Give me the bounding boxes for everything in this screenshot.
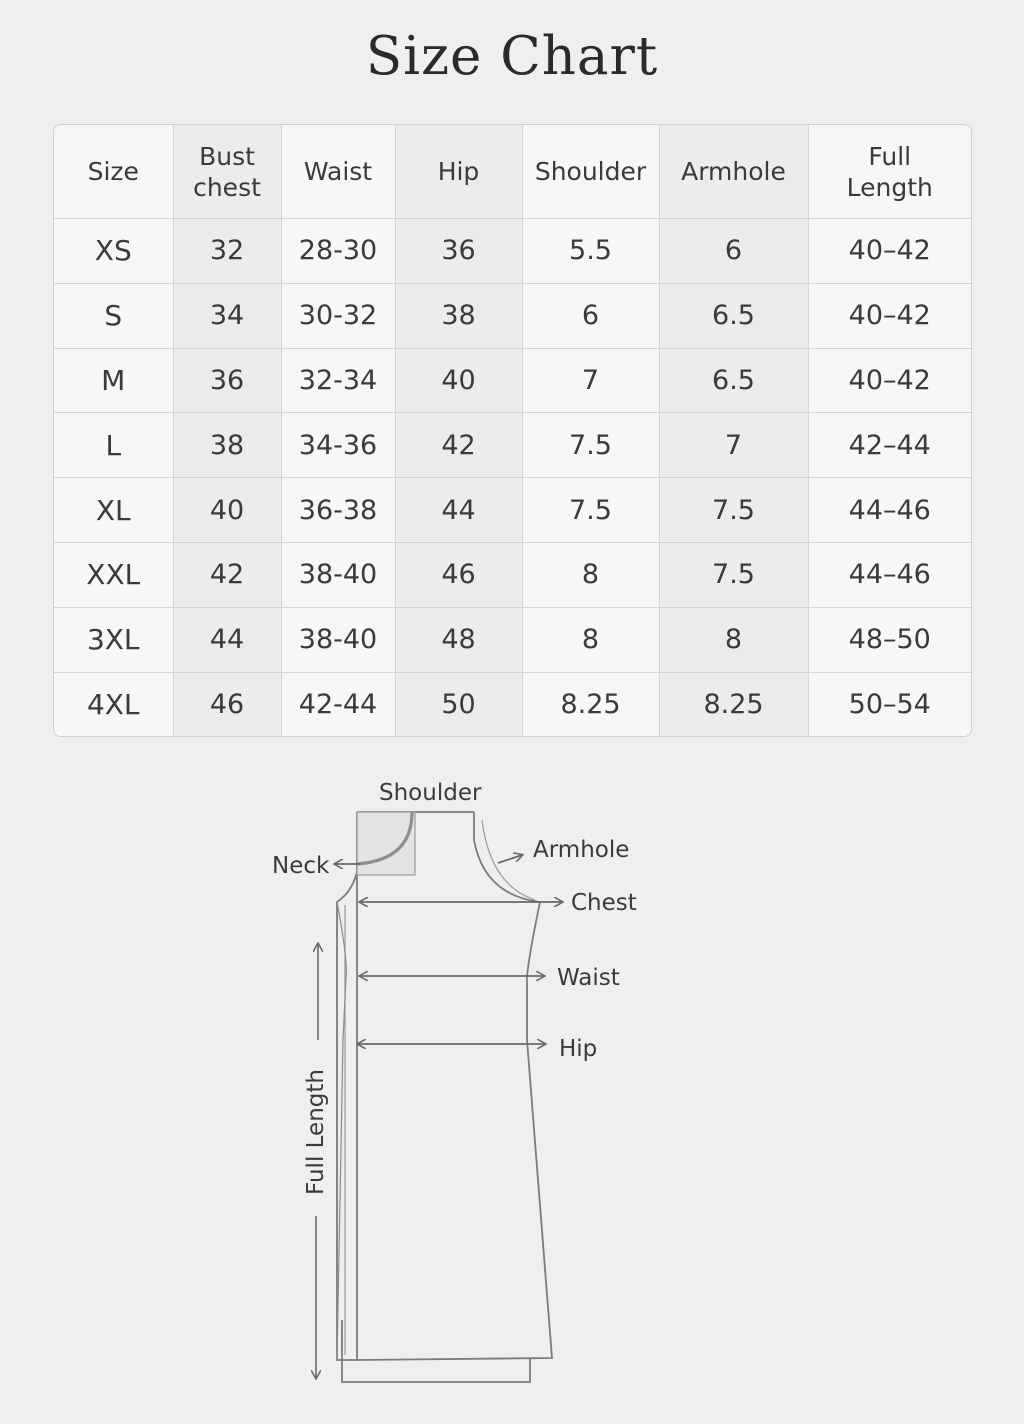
hip-label: Hip xyxy=(559,1036,598,1062)
size-table xyxy=(53,124,972,737)
measurement-cell: 42-44 xyxy=(281,672,395,736)
garment-diagram xyxy=(0,760,1024,1400)
measurement-cell: 30-32 xyxy=(281,283,395,348)
table-row xyxy=(54,413,971,478)
measurement-cell: 50 xyxy=(395,672,522,736)
measurement-cell: 6 xyxy=(522,283,659,348)
measurement-cell: 36 xyxy=(173,348,281,413)
shoulder-label: Shoulder xyxy=(379,780,482,806)
measurement-cell: 50–54 xyxy=(808,672,971,736)
measurement-cell: 7.5 xyxy=(522,478,659,543)
measurement-cell: 8.25 xyxy=(522,672,659,736)
page-title: Size Chart xyxy=(365,26,659,87)
measurement-cell: 40 xyxy=(173,478,281,543)
measurement-cell: 5.5 xyxy=(522,219,659,284)
table-row xyxy=(54,478,971,543)
measurement-cell: 46 xyxy=(173,672,281,736)
size-cell: XS xyxy=(54,219,173,284)
measurement-cell: 44 xyxy=(173,607,281,672)
measurement-cell: 48–50 xyxy=(808,607,971,672)
measurement-cell: 7 xyxy=(522,348,659,413)
measurement-cell: 7.5 xyxy=(659,478,808,543)
measurement-cell: 32-34 xyxy=(281,348,395,413)
column-header: Full Length xyxy=(808,125,971,219)
column-header: Shoulder xyxy=(522,125,659,219)
measurement-cell: 38 xyxy=(173,413,281,478)
measurement-cell: 36-38 xyxy=(281,478,395,543)
measurement-cell: 7.5 xyxy=(659,542,808,607)
column-header: Hip xyxy=(395,125,522,219)
size-cell: XL xyxy=(54,478,173,543)
measurement-cell: 32 xyxy=(173,219,281,284)
measurement-cell: 28-30 xyxy=(281,219,395,284)
size-cell: M xyxy=(54,348,173,413)
column-header: Waist xyxy=(281,125,395,219)
full-length-label: Full Length xyxy=(303,1069,329,1195)
measurement-cell: 38-40 xyxy=(281,607,395,672)
neck-detail xyxy=(357,812,415,875)
measurement-cell: 44–46 xyxy=(808,478,971,543)
measurement-cell: 42 xyxy=(395,413,522,478)
measurement-cell: 8 xyxy=(659,607,808,672)
armhole-pointer xyxy=(498,855,522,863)
measurement-cell: 48 xyxy=(395,607,522,672)
measurement-cell: 46 xyxy=(395,542,522,607)
measurement-cell: 40–42 xyxy=(808,219,971,284)
size-cell: L xyxy=(54,413,173,478)
measurement-cell: 40 xyxy=(395,348,522,413)
table-row xyxy=(54,219,971,284)
size-cell: XXL xyxy=(54,542,173,607)
table-row xyxy=(54,607,971,672)
measurement-cell: 8 xyxy=(522,607,659,672)
measurement-cell: 36 xyxy=(395,219,522,284)
size-cell: 4XL xyxy=(54,672,173,736)
table-header-row xyxy=(54,125,971,219)
armhole-label: Armhole xyxy=(533,837,630,863)
measurement-cell: 6.5 xyxy=(659,348,808,413)
garment-outline xyxy=(337,812,552,1382)
size-cell: S xyxy=(54,283,173,348)
measurement-cell: 7.5 xyxy=(522,413,659,478)
measurement-cell: 40–42 xyxy=(808,283,971,348)
measurement-cell: 40–42 xyxy=(808,348,971,413)
measurement-cell: 44–46 xyxy=(808,542,971,607)
measurement-cell: 34-36 xyxy=(281,413,395,478)
measurement-cell: 34 xyxy=(173,283,281,348)
measurement-cell: 38 xyxy=(395,283,522,348)
measurement-cell: 7 xyxy=(659,413,808,478)
measurement-cell: 38-40 xyxy=(281,542,395,607)
neck-label: Neck xyxy=(272,853,330,879)
measurement-cell: 42 xyxy=(173,542,281,607)
waist-label: Waist xyxy=(557,965,620,991)
chest-label: Chest xyxy=(571,890,637,916)
table-row xyxy=(54,542,971,607)
table-row xyxy=(54,283,971,348)
table-row xyxy=(54,348,971,413)
column-header: Bust chest xyxy=(173,125,281,219)
column-header: Armhole xyxy=(659,125,808,219)
column-header: Size xyxy=(54,125,173,219)
size-cell: 3XL xyxy=(54,607,173,672)
measurement-cell: 6 xyxy=(659,219,808,284)
measurement-cell: 6.5 xyxy=(659,283,808,348)
measurement-cell: 42–44 xyxy=(808,413,971,478)
measurement-cell: 44 xyxy=(395,478,522,543)
measurement-cell: 8 xyxy=(522,542,659,607)
table-row xyxy=(54,672,971,736)
measurement-cell: 8.25 xyxy=(659,672,808,736)
